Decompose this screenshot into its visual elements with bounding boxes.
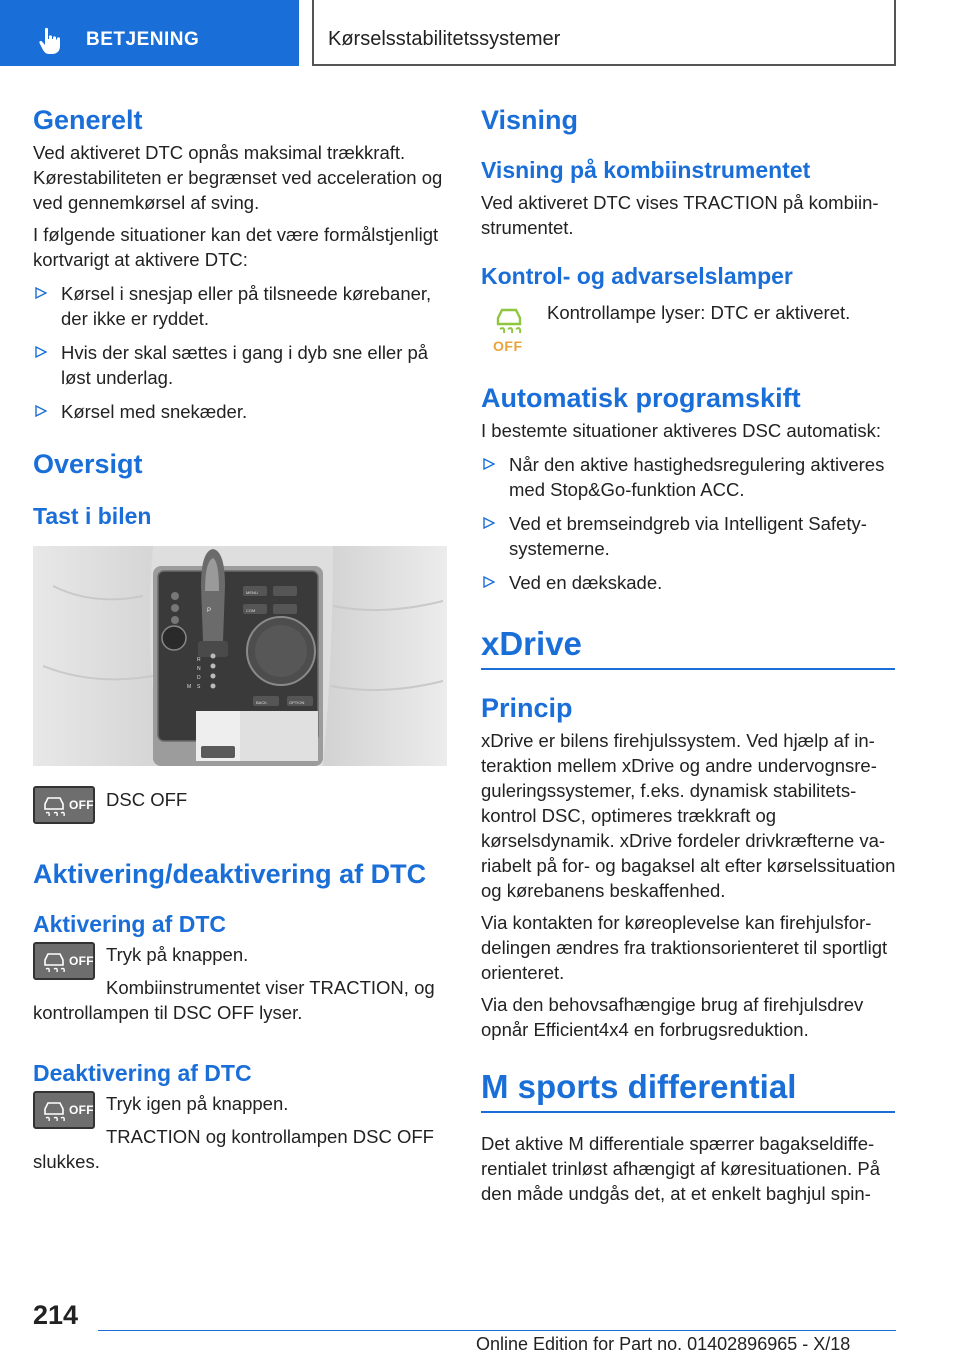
msport-rule (481, 1111, 895, 1113)
car-skid-icon (41, 1099, 67, 1123)
triangle-bullet-icon (483, 458, 495, 470)
header-title-box (312, 0, 896, 66)
triangle-bullet-icon (35, 405, 47, 417)
dsc-off-label: DSC OFF (106, 789, 188, 810)
footer-edition: Online Edition for Part no. 01402896965 - X/18 (476, 1334, 851, 1354)
dsc-off-button-icon (33, 786, 95, 824)
com-button-label: COM (246, 608, 256, 613)
bullet-text: Når den aktive hastighedsregulering aktiveres med Stop&Go-funktion ACC. (509, 454, 885, 500)
triangle-bullet-icon (35, 346, 47, 358)
header-section-label: BETJENING (86, 29, 200, 50)
generelt-paragraph-2: I følgende situationer kan det være formålstjenligt kortvarigt at aktivere DTC: (33, 224, 439, 270)
right-column (481, 96, 897, 1206)
princip-paragraph-2: Via kontakten for køreoplevelse kan firehjulsfordelingen ændres fra traktionsorienteret til sportligt orienteret. (481, 912, 888, 983)
center-console-photo (33, 546, 447, 766)
list-item (481, 511, 897, 561)
dsc-off-legend (33, 786, 449, 828)
footer-rule (98, 1330, 896, 1331)
header-section-tab (0, 0, 299, 66)
back-button-label: BACK (256, 700, 267, 705)
princip-paragraph-1: xDrive er bilens firehjulssystem. Ved hjælp af interaktion mellem xDrive og andre undervognsreguleringssystemer, f.eks. dynamisk stabilitetskontrol DSC, optimeres trækkraft og kørselsdynamik. xDrive fordeler drivkræfterne variabelt på for- og bagaksel alt efter kørselssituation og kørebanens beskaffenhed. (481, 730, 896, 901)
gear-n-label: N (197, 666, 201, 672)
deaktivering-step-1: Tryk igen på knappen. (106, 1093, 289, 1114)
visning-paragraph: Ved aktiveret DTC vises TRACTION på kombiinstrumentet. (481, 192, 879, 238)
kontrol-lamp-row (481, 300, 897, 362)
princip-paragraph-3: Via den behovsafhængige brug af firehjulsdrev opnår Efficient4x4 en forbrugsreduktion. (481, 994, 864, 1040)
xdrive-rule (481, 668, 895, 670)
page-number: 214 (33, 1300, 79, 1330)
list-item (33, 281, 449, 331)
automatisk-heading: Automatisk programskift (481, 383, 801, 413)
tast-heading: Tast i bilen (33, 503, 152, 529)
off-text: OFF (69, 954, 94, 968)
msport-paragraph: Det aktive M differentiale spærrer bagakseldifferentialet trinløst afhængigt af køresituationen. På den måde undgås det, at et enkelt baghjul spin- (481, 1133, 880, 1204)
triangle-bullet-icon (483, 517, 495, 529)
off-text: OFF (69, 798, 94, 812)
oversigt-heading: Oversigt (33, 449, 143, 479)
generelt-paragraph-1: Ved aktiveret DTC opnås maksimal trækkraft. Kørestabiliteten er begrænset ved acceleration og ved gennemkørsel af sving. (33, 142, 443, 213)
bullet-text: Hvis der skal sættes i gang i dyb sne eller på løst underlag. (61, 342, 429, 388)
automatisk-paragraph: I bestemte situationer aktiveres DSC automatisk: (481, 420, 881, 441)
aktivering-subheading: Aktivering af DTC (33, 911, 226, 937)
left-column (33, 96, 449, 1174)
generelt-heading: Generelt (33, 105, 143, 135)
gear-p-label: P (207, 608, 212, 614)
gear-s-label: S (197, 684, 201, 690)
car-skid-icon (41, 794, 67, 818)
deaktivering-block (33, 1091, 449, 1174)
triangle-bullet-icon (35, 287, 47, 299)
aktivering-block (33, 942, 449, 1025)
list-item (481, 452, 897, 502)
dsc-off-button-icon (33, 1091, 95, 1129)
list-item (33, 399, 449, 424)
generelt-bullet-list (33, 281, 449, 424)
aktivering-step-1: Tryk på knappen. (106, 944, 249, 965)
header-title: Kørselsstabilitetssystemer (328, 28, 561, 50)
bullet-text: Ved en dækskade. (509, 572, 663, 593)
car-skid-icon (41, 950, 67, 974)
triangle-bullet-icon (483, 576, 495, 588)
list-item (33, 340, 449, 390)
deaktivering-subheading: Deaktivering af DTC (33, 1060, 252, 1086)
msport-heading: M sports differential (481, 1068, 797, 1105)
bullet-text: Kørsel med snekæder. (61, 401, 248, 422)
gear-d-label: D (197, 675, 201, 681)
gear-r-label: R (197, 657, 201, 663)
bullet-text: Ved et bremseindgreb via Intelligent Safety-systemerne. (509, 513, 867, 559)
list-item (481, 570, 897, 595)
kontrol-paragraph: Kontrollampe lyser: DTC er aktiveret. (547, 302, 851, 323)
option-button-label: OPTION (289, 700, 305, 705)
visning-heading: Visning (481, 105, 579, 135)
dsc-off-button-icon (33, 942, 95, 980)
xdrive-heading: xDrive (481, 625, 582, 662)
visning-subheading: Visning på kombiinstrumentet (481, 157, 811, 183)
menu-button-label: MENU (246, 590, 258, 595)
aktivering-step-2: Kombiinstrumentet viser TRACTION, og kontrollampen til DSC OFF lyser. (33, 977, 435, 1023)
princip-heading: Princip (481, 693, 573, 723)
deaktivering-step-2: TRACTION og kontrollampen DSC OFF slukkes. (33, 1126, 434, 1172)
automatisk-bullet-list (481, 452, 897, 595)
bullet-text: Kørsel i snesjap eller på tilsneede kørebaner, der ikke er ryddet. (61, 283, 432, 329)
aktivering-heading: Aktivering/deaktivering af DTC (33, 859, 427, 889)
kontrol-subheading: Kontrol- og advarselslamper (481, 263, 793, 289)
lamp-off-text: OFF (493, 338, 523, 354)
hand-pointer-icon (36, 26, 66, 56)
gear-m-label: M (187, 684, 192, 690)
off-text: OFF (69, 1103, 94, 1117)
